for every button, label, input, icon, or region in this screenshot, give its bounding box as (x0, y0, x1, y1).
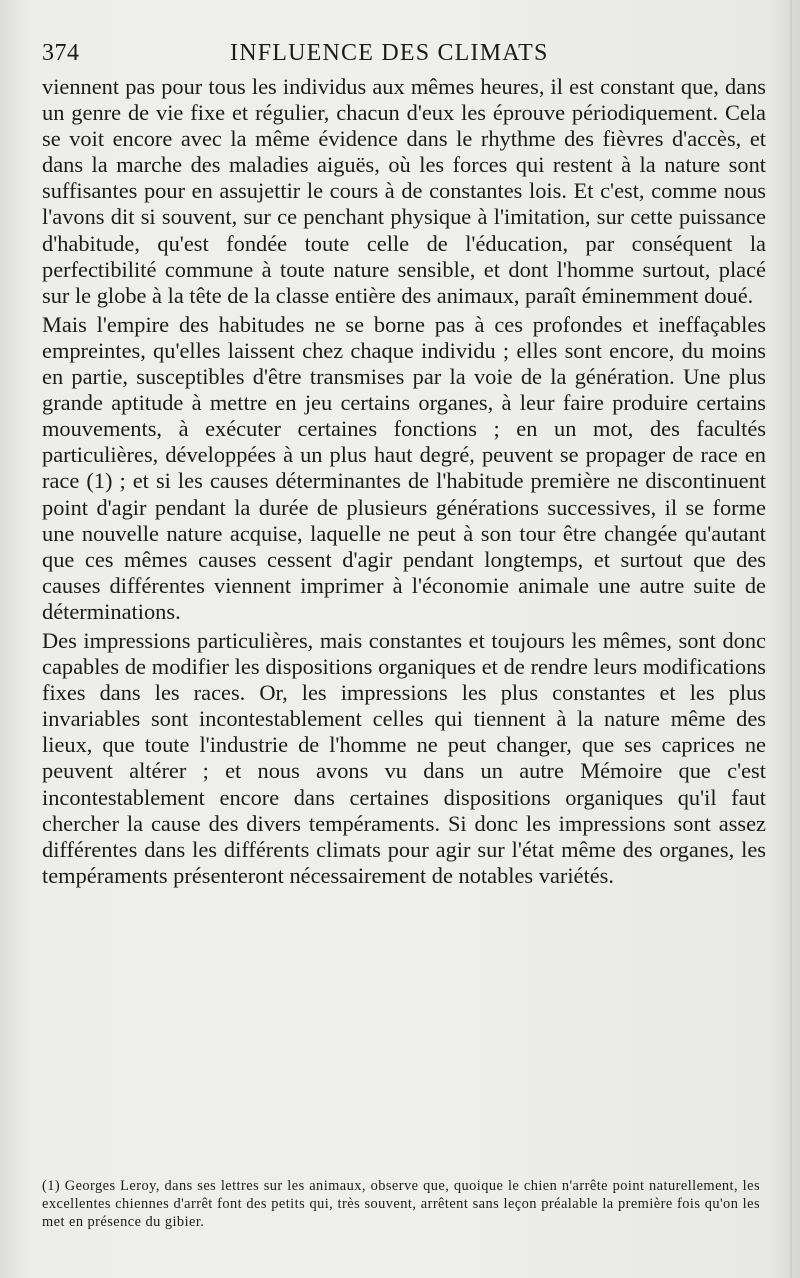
page-edge-shadow (790, 0, 792, 1278)
paragraph-3: Des impressions particulières, mais constantes et toujours les mêmes, sont donc capables de modifier les dispositions organiques et de rendre leurs modifications fixes dans les races. Or, les impressions les plus constantes et les plus invariables sont incontestablement celles qui tiennent à la nature même des lieux, que toute l'industrie de l'homme ne peut changer, que ses caprices ne peuvent altérer ; et nous avons vu dans un autre Mémoire que c'est incontestablement encore dans certaines dispositions organiques qu'il faut chercher la cause des divers tempéraments. Si donc les impressions sont assez différentes dans les différents climats pour agir sur l'état même des organes, les tempéraments présenteront nécessairement de notables variétés. (42, 627, 766, 888)
running-head: INFLUENCE DES CLIMATS (230, 40, 549, 66)
paragraph-2: Mais l'empire des habitudes ne se borne pas à ces profondes et ineffaçables empreintes, qu'elles laissent chez chaque individu ; elles sont encore, du moins en partie, susceptibles d'être transmises par la voie de la génération. Une plus grande aptitude à mettre en jeu certains organes, à leur faire produire certains mouvements, à exécuter certaines fonctions ; en un mot, des facultés particulières, développées à un plus haut degré, peuvent se propager de race en race (1) ; et si les causes déterminantes de l'habitude première ne discontinuent point d'agir pendant la durée de plusieurs générations successives, il se forme une nouvelle nature acquise, laquelle ne peut à son tour être changée qu'autant que ces mêmes causes cessent d'agir pendant longtemps, et surtout que des causes différentes viennent imprimer à l'économie animale une autre suite de déterminations. (42, 311, 766, 624)
page-header (42, 40, 762, 72)
page-number: 374 (42, 40, 80, 66)
footnote: (1) Georges Leroy, dans ses lettres sur les animaux, observe que, quoique le chien n'arrête point naturellement, les excellentes chiennes d'arrêt font des petits qui, très souvent, arrêtent sans leçon préalable la première fois qu'on les met en présence du gibier. (42, 1178, 760, 1230)
paragraph-1: viennent pas pour tous les individus aux mêmes heures, il est constant que, dans un genre de vie fixe et régulier, chacun d'eux les éprouve périodiquement. Cela se voit encore avec la même évidence dans le rhythme des fièvres d'accès, et dans la marche des maladies aiguës, où les forces qui restent à la nature sont suffisantes pour en assujettir le cours à de constantes lois. Et c'est, comme nous l'avons dit si souvent, sur ce penchant physique à l'imitation, sur cette puissance d'habitude, qu'est fondée toute celle de l'éducation, par conséquent la perfectibilité commune à toute nature sensible, et dont l'homme surtout, placé sur le globe à la tête de la classe entière des animaux, paraît éminemment doué. (42, 74, 766, 308)
body-text (42, 74, 766, 889)
